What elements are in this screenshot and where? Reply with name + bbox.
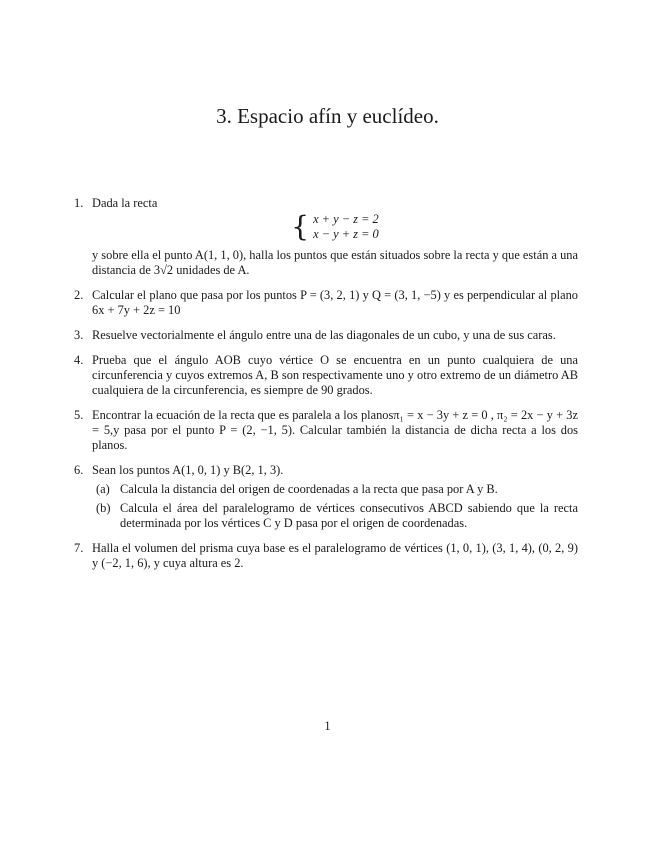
exercise-text: Resuelve vectorialmente el ángulo entre una de las diagonales de un cubo, y una de sus caras. [92,328,556,342]
subitem-label: (b) [96,501,111,515]
exercise-number: 6. [74,463,84,477]
subitem-a [92,482,578,497]
exercise-5 [74,408,578,453]
equation-system [92,212,578,242]
exercise-6 [74,463,578,531]
exercise-number: 3. [74,328,84,342]
exercise-text: Calcular el plano que pasa por los puntos P = (3, 2, 1) y Q = (3, 1, −5) y es perpendicular al plano 6x + 7y + 2z = 10 [92,288,578,317]
exercise-number: 4. [74,353,84,367]
exercise-list [74,196,578,581]
exercise-number: 5. [74,408,84,422]
subitem-text: Calcula la distancia del origen de coordenadas a la recta que pasa por A y B. [120,482,498,496]
exercise-text: Encontrar la ecuación de la recta que es paralela a los planosπ₁ = x − 3y + z = 0 , π₂ = 2x − y + 3z = 5,y pasa por el punto P = (2, −1, 5). Calcular también la distancia de dicha recta a los dos planos. [92,408,578,452]
exercise-text: Prueba que el ángulo AOB cuyo vértice O se encuentra en un punto cualquiera de una circunferencia y cuyos extremos A, B son respectivamente uno y otro extremo de un diámetro AB cualquiera de la circunferencia, es siempre de 90 grados. [92,353,578,397]
brace-symbol: { [291,210,310,243]
subitem-text: Calcula el área del paralelogramo de vértices consecutivos ABCD sabiendo que la recta determinada por los vértices C y D pasa por el origen de coordenadas. [120,501,578,530]
exercise-number: 7. [74,541,84,555]
exercise-text: y sobre ella el punto A(1, 1, 0), halla los puntos que están situados sobre la recta y que están a una distancia de 3√2 unidades de A. [92,248,578,277]
subitem-label: (a) [96,482,110,496]
equation-line: x + y − z = 2 [313,212,379,226]
exercise-3 [74,328,578,343]
exercise-4 [74,353,578,398]
exercise-text: Halla el volumen del prisma cuya base es el paralelogramo de vértices (1, 0, 1), (3, 1, 4), (0, 2, 9) y (−2, 1, 6), y cuya altura es 2. [92,541,578,570]
subitem-b [92,501,578,531]
exercise-7 [74,541,578,571]
exercise-number: 1. [74,196,84,210]
exercise-text: Sean los puntos A(1, 0, 1) y B(2, 1, 3). [92,463,284,477]
equation-line: x − y + z = 0 [313,227,379,241]
page-number: 1 [324,719,331,733]
exercise-1 [74,196,578,278]
exercise-2 [74,288,578,318]
page-title: 3. Espacio afín y euclídeo. [216,104,439,128]
exercise-number: 2. [74,288,84,302]
exercise-intro: Dada la recta [92,196,158,210]
